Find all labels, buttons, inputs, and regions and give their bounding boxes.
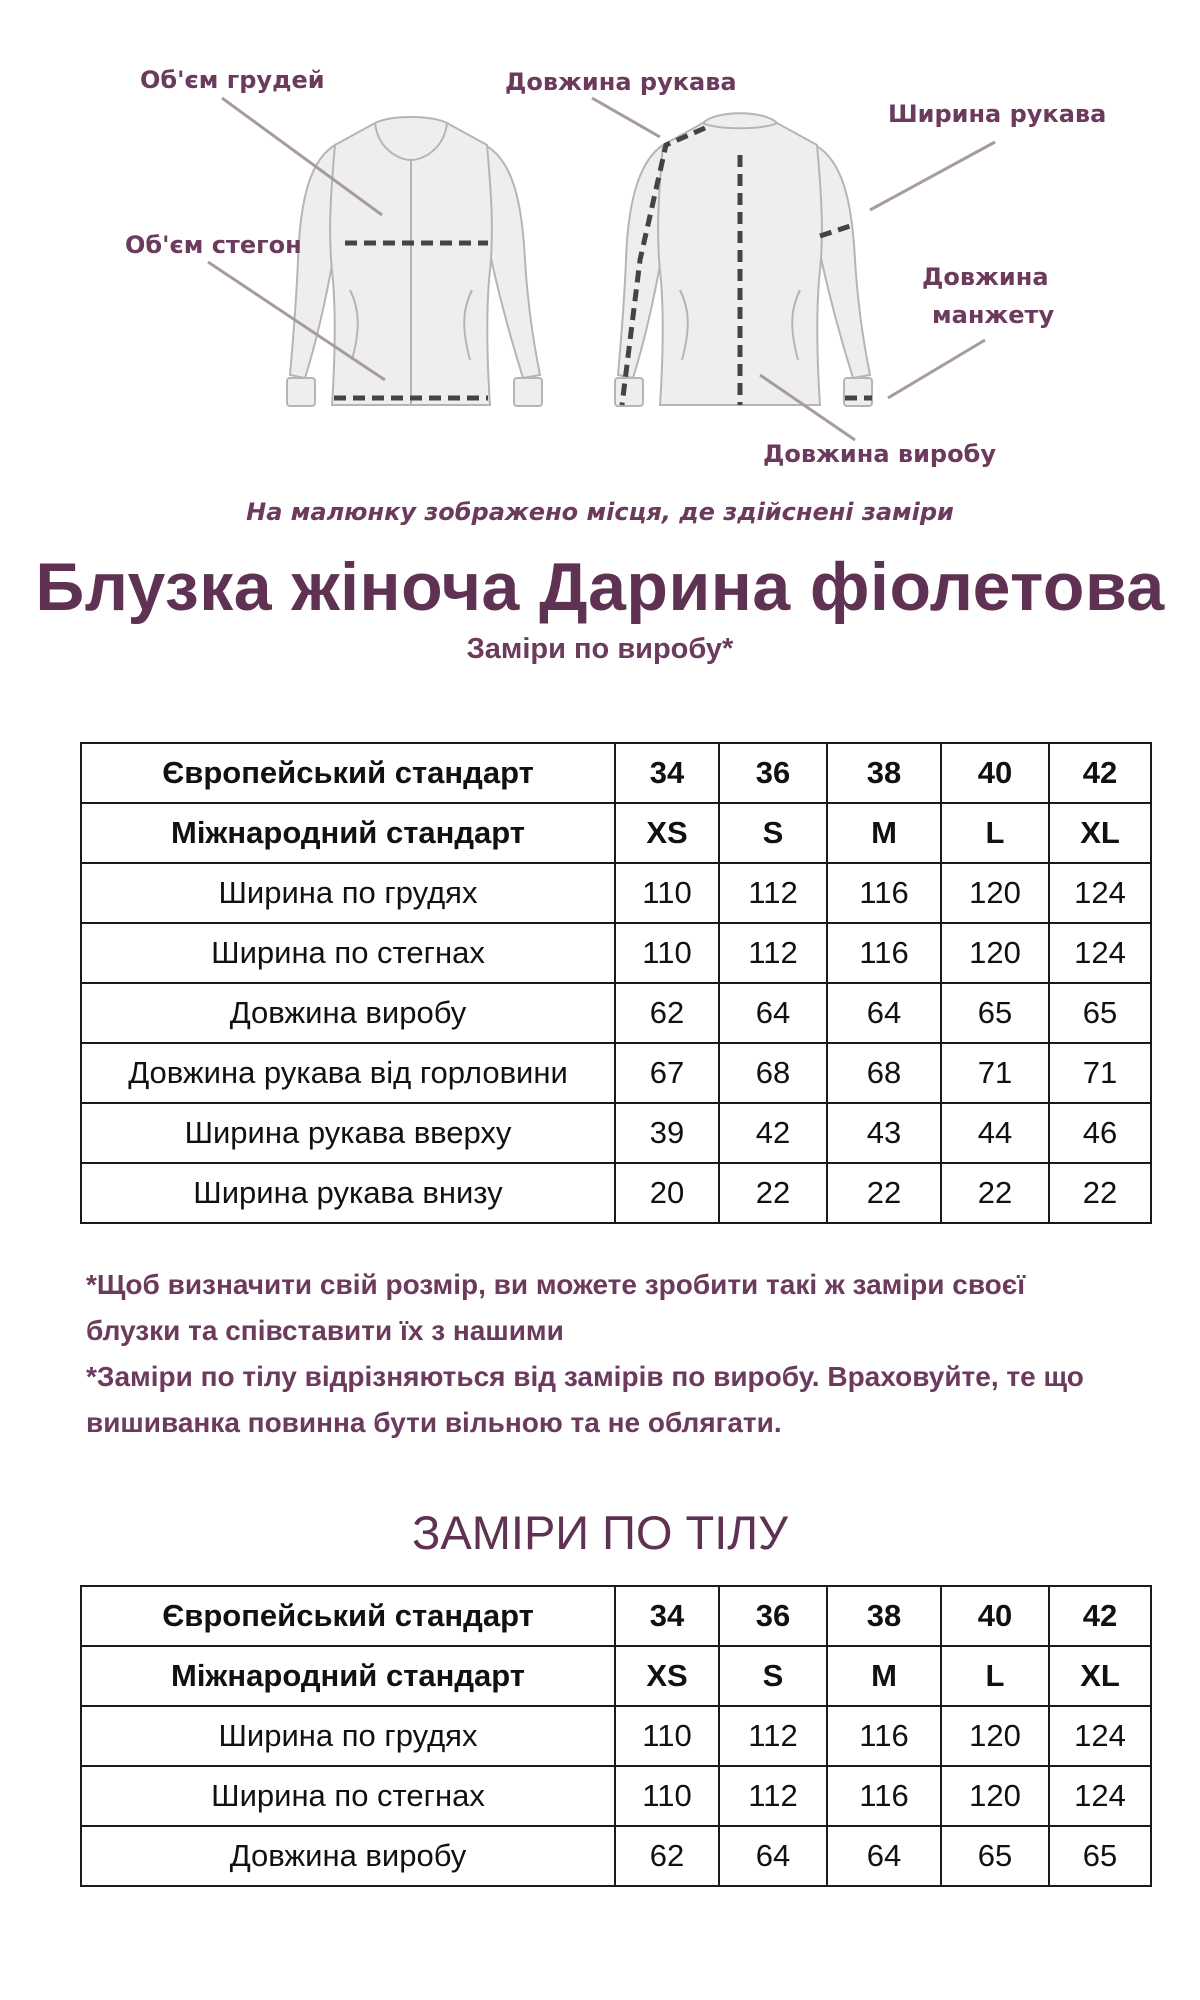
garment-size-table-body: [81, 743, 1151, 1223]
diagram-caption: На малюнку зображено місця, де здійснені заміри: [246, 498, 954, 526]
note-line: *Заміри по тілу відрізняються від замірів по виробу. Враховуйте, те що: [86, 1361, 1084, 1392]
size-value-cell: 124: [1049, 1766, 1151, 1826]
size-value-cell: 124: [1049, 923, 1151, 983]
page-title: Блузка жіноча Дарина фіолетова: [35, 549, 1165, 625]
table-row: [81, 1706, 1151, 1766]
size-value-cell: 65: [1049, 983, 1151, 1043]
size-value-cell: 65: [1049, 1826, 1151, 1886]
size-value-cell: S: [719, 1646, 827, 1706]
label-garment-length: Довжина виробу: [763, 440, 996, 468]
size-value-cell: 110: [615, 1706, 719, 1766]
size-value-cell: 124: [1049, 863, 1151, 923]
row-label-cell: Міжнародний стандарт: [81, 803, 615, 863]
row-label-cell: Ширина по стегнах: [81, 923, 615, 983]
table-row: [81, 1766, 1151, 1826]
label-sleeve-length: Довжина рукава: [505, 68, 737, 96]
size-value-cell: 62: [615, 1826, 719, 1886]
row-label-cell: Ширина рукава вверху: [81, 1103, 615, 1163]
size-value-cell: 67: [615, 1043, 719, 1103]
size-value-cell: 39: [615, 1103, 719, 1163]
size-value-cell: 42: [1049, 743, 1151, 803]
body-measurements-title: ЗАМІРИ ПО ТІЛУ: [412, 1506, 788, 1559]
size-value-cell: 42: [1049, 1586, 1151, 1646]
size-value-cell: 116: [827, 1766, 941, 1826]
size-value-cell: 120: [941, 1706, 1049, 1766]
size-value-cell: 22: [827, 1163, 941, 1223]
size-value-cell: 64: [827, 983, 941, 1043]
size-value-cell: 34: [615, 1586, 719, 1646]
size-value-cell: XS: [615, 803, 719, 863]
size-value-cell: 64: [827, 1826, 941, 1886]
size-value-cell: 68: [827, 1043, 941, 1103]
row-label-cell: Довжина рукава від горловини: [81, 1043, 615, 1103]
row-label-cell: Ширина по грудях: [81, 1706, 615, 1766]
size-value-cell: 22: [1049, 1163, 1151, 1223]
size-value-cell: 112: [719, 863, 827, 923]
body-size-table: [80, 1585, 1152, 1887]
size-value-cell: 38: [827, 1586, 941, 1646]
size-value-cell: 116: [827, 863, 941, 923]
row-label-cell: Європейський стандарт: [81, 1586, 615, 1646]
size-value-cell: 112: [719, 923, 827, 983]
row-label-cell: Ширина по грудях: [81, 863, 615, 923]
size-notes: [86, 1262, 1146, 1446]
size-value-cell: 116: [827, 923, 941, 983]
size-value-cell: 120: [941, 1766, 1049, 1826]
table-row: [81, 923, 1151, 983]
label-sleeve-width: Ширина рукава: [888, 100, 1107, 128]
size-value-cell: 120: [941, 923, 1049, 983]
table-row: [81, 1103, 1151, 1163]
note-line: блузки та співставити їх з нашими: [86, 1315, 564, 1346]
garment-size-table: [80, 742, 1152, 1224]
size-value-cell: 20: [615, 1163, 719, 1223]
body-size-table-body: [81, 1586, 1151, 1886]
size-value-cell: 64: [719, 983, 827, 1043]
table-row: [81, 1646, 1151, 1706]
size-value-cell: 36: [719, 743, 827, 803]
row-label-cell: Ширина рукава внизу: [81, 1163, 615, 1223]
label-cuff-length-line2: манжету: [932, 301, 1055, 329]
label-hips: Об'єм стегон: [125, 231, 302, 259]
size-value-cell: 38: [827, 743, 941, 803]
label-bust: Об'єм грудей: [140, 66, 325, 94]
note-line: вишиванка повинна бути вільною та не облягати.: [86, 1407, 782, 1438]
blouse-back-illustration: [615, 113, 872, 406]
size-value-cell: M: [827, 803, 941, 863]
table-row: [81, 983, 1151, 1043]
size-value-cell: 65: [941, 1826, 1049, 1886]
row-label-cell: Ширина по стегнах: [81, 1766, 615, 1826]
table-row: [81, 1826, 1151, 1886]
table-row: [81, 1163, 1151, 1223]
row-label-cell: Довжина виробу: [81, 983, 615, 1043]
size-value-cell: 110: [615, 863, 719, 923]
row-label-cell: Європейський стандарт: [81, 743, 615, 803]
size-value-cell: 68: [719, 1043, 827, 1103]
size-value-cell: 112: [719, 1766, 827, 1826]
label-cuff-length-line1: Довжина: [922, 263, 1049, 291]
table-row: [81, 803, 1151, 863]
page-subtitle: Заміри по виробу*: [466, 633, 734, 665]
table-row: [81, 1586, 1151, 1646]
size-value-cell: 110: [615, 923, 719, 983]
size-value-cell: 42: [719, 1103, 827, 1163]
row-label-cell: Довжина виробу: [81, 1826, 615, 1886]
table-row: [81, 1043, 1151, 1103]
size-value-cell: 71: [1049, 1043, 1151, 1103]
size-value-cell: 40: [941, 743, 1049, 803]
size-value-cell: 40: [941, 1586, 1049, 1646]
table-row: [81, 863, 1151, 923]
size-value-cell: L: [941, 1646, 1049, 1706]
size-value-cell: XL: [1049, 803, 1151, 863]
size-value-cell: 64: [719, 1826, 827, 1886]
measurement-diagram: [0, 0, 1200, 470]
size-value-cell: 65: [941, 983, 1049, 1043]
size-value-cell: 22: [719, 1163, 827, 1223]
size-value-cell: 36: [719, 1586, 827, 1646]
size-value-cell: L: [941, 803, 1049, 863]
size-value-cell: 120: [941, 863, 1049, 923]
size-value-cell: M: [827, 1646, 941, 1706]
size-value-cell: 44: [941, 1103, 1049, 1163]
size-value-cell: 110: [615, 1766, 719, 1826]
size-value-cell: S: [719, 803, 827, 863]
size-value-cell: 34: [615, 743, 719, 803]
size-value-cell: 22: [941, 1163, 1049, 1223]
blouse-front-illustration: [287, 117, 542, 406]
table-row: [81, 743, 1151, 803]
row-label-cell: Міжнародний стандарт: [81, 1646, 615, 1706]
size-value-cell: 112: [719, 1706, 827, 1766]
size-value-cell: 62: [615, 983, 719, 1043]
size-value-cell: XL: [1049, 1646, 1151, 1706]
size-value-cell: 46: [1049, 1103, 1151, 1163]
size-value-cell: 124: [1049, 1706, 1151, 1766]
size-value-cell: 71: [941, 1043, 1049, 1103]
size-value-cell: 116: [827, 1706, 941, 1766]
size-value-cell: 43: [827, 1103, 941, 1163]
size-value-cell: XS: [615, 1646, 719, 1706]
note-line: *Щоб визначити свій розмір, ви можете зробити такі ж заміри своєї: [86, 1269, 1026, 1300]
